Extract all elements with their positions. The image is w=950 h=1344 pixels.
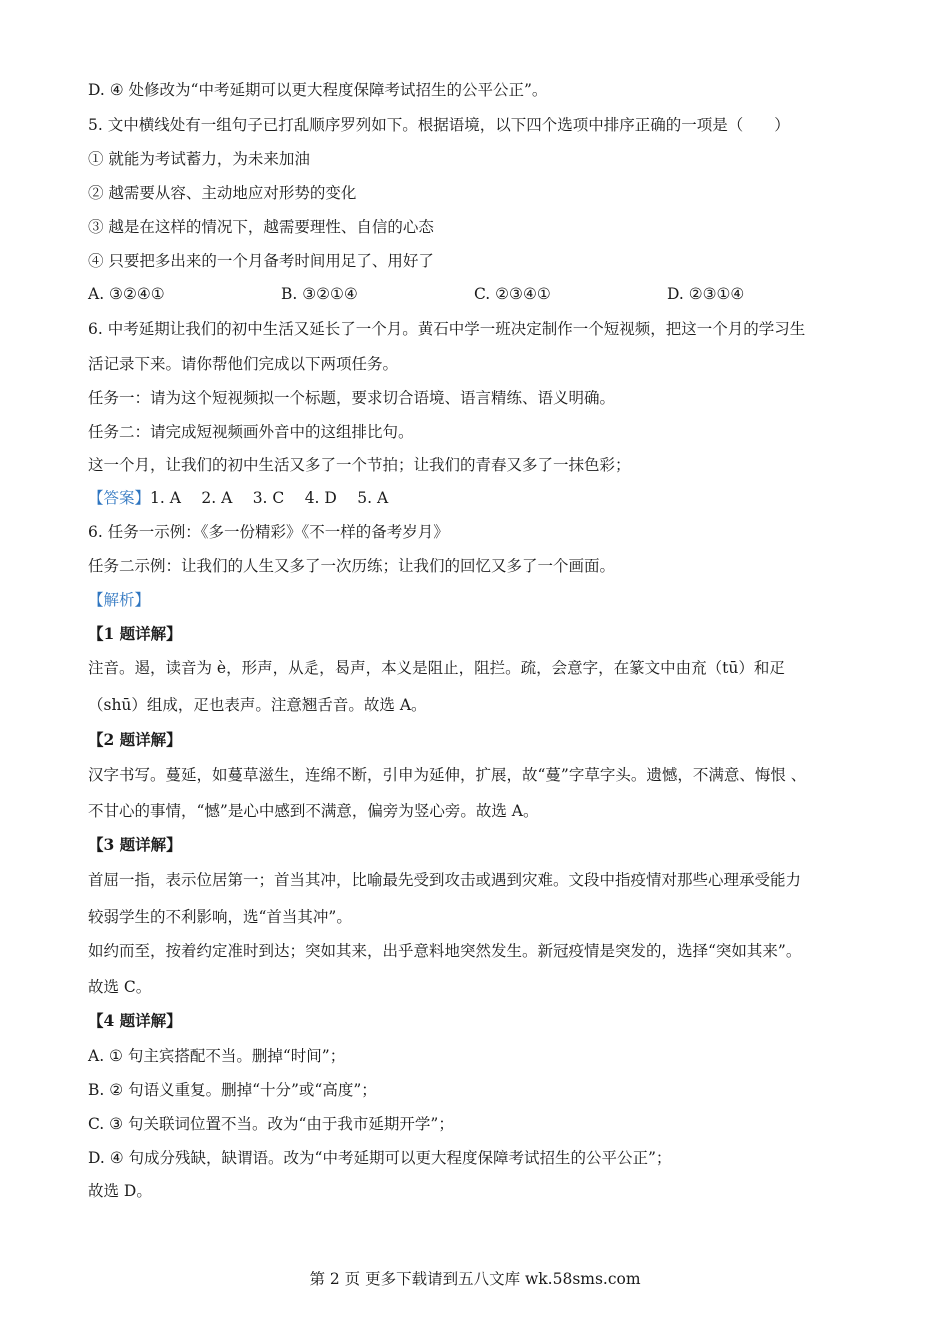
detail-3-para-1: 首屈一指，表示位居第一；首当其冲，比喻最先受到攻击或遇到灾难。文段中指疫情对那些心理承受能力 (88, 871, 802, 889)
q5-options (88, 283, 870, 305)
q5-option-c: C. ②③④① (474, 285, 551, 303)
detail-1-title: 【1 题详解】 (88, 624, 182, 643)
detail-2-title: 【2 题详解】 (88, 730, 182, 749)
answer-tag: 【答案】 (88, 489, 151, 507)
detail-2-para-2: 不甘心的事情，“憾”是心中感到不满意，偏旁为竖心旁。故选 A。 (88, 802, 539, 820)
q5-option-d: D. ②③①④ (667, 285, 745, 303)
q5-option-b: B. ③②①④ (281, 285, 358, 303)
q5-sentence-3: ③ 越是在这样的情况下，越需要理性、自信的心态 (88, 218, 434, 236)
q6-sentence: 这一个月，让我们的初中生活又多了一个节拍；让我们的青春又多了一抹色彩； (88, 456, 631, 474)
answer-line (88, 487, 870, 509)
answer-list: 1. A 2. A 3. C 4. D 5. A (150, 489, 389, 507)
page-footer: 第 2 页 更多下载请到五八文库 wk.58sms.com (309, 1270, 641, 1288)
detail-4-title: 【4 题详解】 (88, 1011, 182, 1030)
q6-task-1: 任务一：请为这个短视频拟一个标题，要求切合语境、语言精练、语义明确。 (88, 389, 616, 407)
q5-sentence-4: ④ 只要把多出来的一个月备考时间用足了、用好了 (88, 252, 434, 270)
q5-stem: 5. 文中横线处有一组句子已打乱顺序罗列如下。根据语境，以下四个选项中排序正确的一项是（ ） (88, 116, 790, 134)
detail-2-para-1: 汉字书写。蔓延，如蔓草滋生，连绵不断，引申为延伸，扩展，故“蔓”字草字头。遗憾，不满意、悔恨 、 (88, 766, 807, 784)
detail-4-item-c: C. ③ 句关联词位置不当。改为“由于我市延期开学”； (88, 1115, 454, 1133)
q6-task-2: 任务二：请完成短视频画外音中的这组排比句。 (88, 423, 414, 441)
detail-3-para-4: 故选 C。 (88, 978, 152, 996)
detail-1-para-2: （shū）组成，疋也表声。注意翘舌音。故选 A。 (88, 696, 427, 714)
q5-option-a: A. ③②④① (88, 285, 165, 303)
q6-stem-line-1: 6. 中考延期让我们的初中生活又延长了一个月。黄石中学一班决定制作一个短视频，把这一个月的学习生 (88, 320, 806, 338)
detail-3-para-2: 较弱学生的不利影响，选“首当其冲”。 (88, 908, 352, 926)
q6-stem-line-2: 活记录下来。请你帮他们完成以下两项任务。 (88, 355, 399, 373)
q5-sentence-1: ① 就能为考试蓄力，为未来加油 (88, 150, 310, 168)
detail-4-item-a: A. ① 句主宾搭配不当。删掉“时间”； (88, 1047, 346, 1065)
answer-6-task-1: 6. 任务一示例：《多一份精彩》《不一样的备考岁月》 (88, 523, 449, 541)
q4-option-d: D. ④ 处修改为“中考延期可以更大程度保障考试招生的公平公正”。 (88, 81, 548, 99)
q5-sentence-2: ② 越需要从容、主动地应对形势的变化 (88, 184, 357, 202)
detail-3-para-3: 如约而至，按着约定准时到达；突如其来，出乎意料地突然发生。新冠疫情是突发的，选择“突如其来”。 (88, 942, 802, 960)
analysis-tag: 【解析】 (88, 591, 151, 609)
detail-4-conclusion: 故选 D。 (88, 1182, 152, 1200)
answer-6-task-2: 任务二示例：让我们的人生又多了一次历练；让我们的回忆又多了一个画面。 (88, 557, 616, 575)
detail-4-item-d: D. ④ 句成分残缺，缺谓语。改为“中考延期可以更大程度保障考试招生的公平公正”； (88, 1149, 672, 1167)
detail-1-para-1: 注音。遏，读音为 è，形声，从辵，曷声，本义是阻止，阻拦。疏，会意字，在篆文中由㐬（tū）和疋 (88, 659, 785, 677)
detail-3-title: 【3 题详解】 (88, 835, 182, 854)
detail-4-item-b: B. ② 句语义重复。删掉“十分”或“高度”； (88, 1081, 377, 1099)
